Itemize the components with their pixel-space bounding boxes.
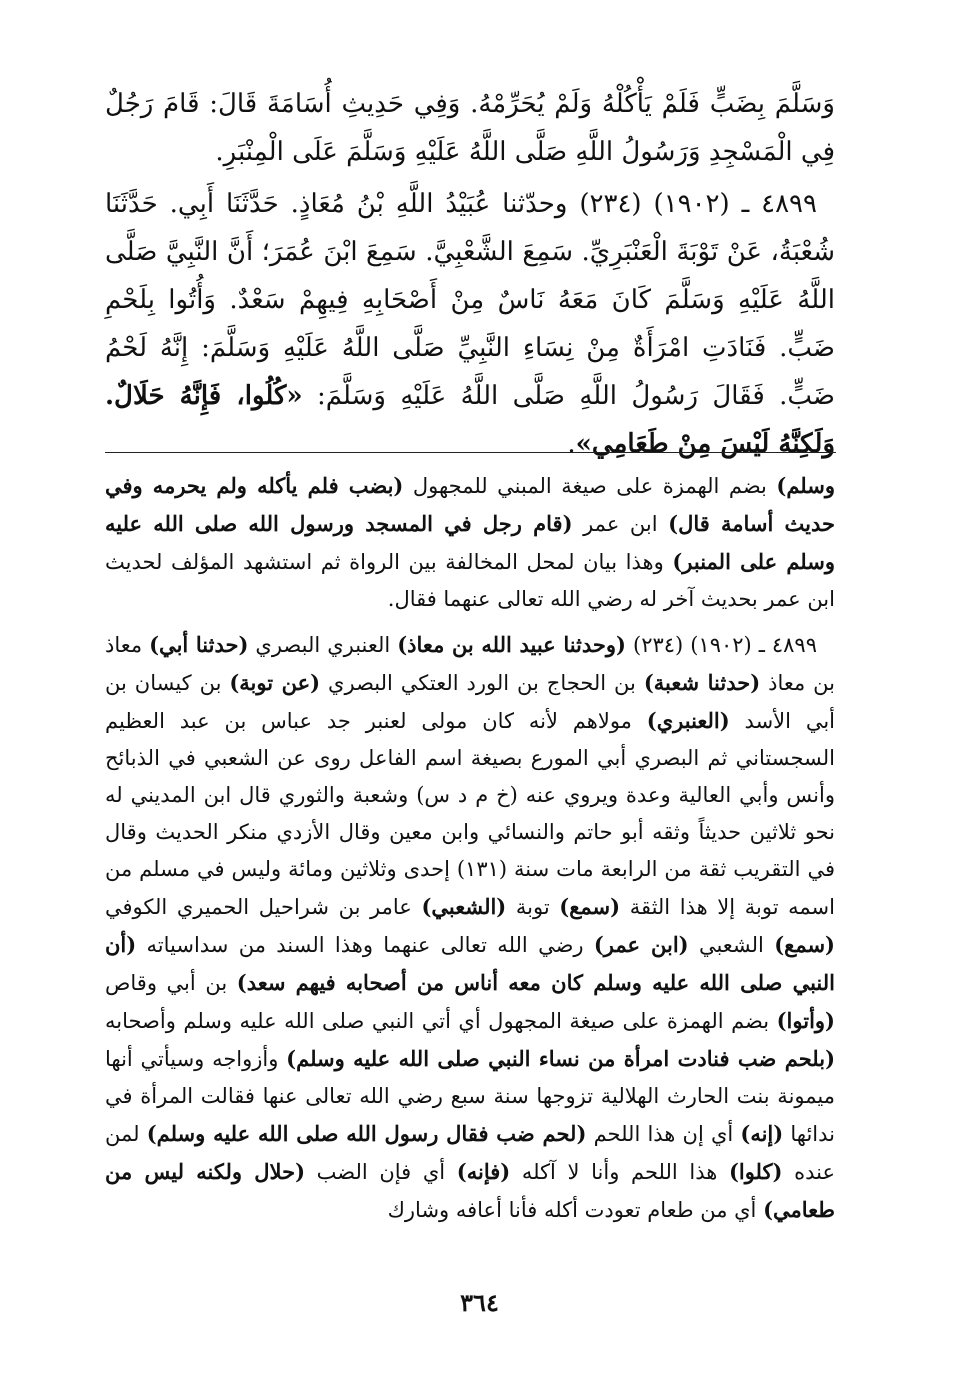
commentary-text-segment: هذا اللحم وأنا لا آكله <box>510 1160 729 1184</box>
hadith-paragraph-1: وَسَلَّمَ بِضَبٍّ فَلَمْ يَأْكُلْهُ وَلَمْ يُحَرِّمْهُ. وَفِي حَدِيثِ أُسَامَةَ قَالَ: قَامَ رَجُلٌ فِي الْمَسْجِدِ وَرَسُولُ اللَّهِ صَلَّى اللَّهُ عَلَيْهِ وَسَلَّمَ عَلَى الْمِنْبَرِ. <box>105 89 835 167</box>
commentary-bold-segment: (قام رجل في المسجد ورسول الله صلى الله عليه وسلم على المنبر) <box>105 511 835 574</box>
commentary-bold-segment: (عن توبة) <box>229 670 321 695</box>
commentary-text-segment: الشعبي <box>688 933 775 957</box>
commentary-text-segment: معاذ بن معاذ <box>105 633 836 695</box>
commentary-bold-segment: (سمع) <box>559 894 621 919</box>
commentary-text-segment: لمن عنده <box>105 1122 835 1184</box>
commentary-text-segment: عامر بن شراحيل الحميري الكوفي <box>105 895 422 919</box>
commentary-text-segment: بضم الهمزة على صيغة المبني للمجهول <box>403 474 777 498</box>
commentary-bold-segment: (إنه) <box>740 1121 784 1146</box>
commentary-bold-segment: (بلحم ضب فنادت امرأة من نساء النبي صلى الله عليه وسلم) <box>286 1046 836 1071</box>
commentary-bold-segment: (فإنه) <box>456 1159 511 1184</box>
commentary-bold-segment: (لحم ضب فقال رسول الله صلى الله عليه وسلم) <box>146 1121 587 1146</box>
commentary-text-segment: وهذا بيان لمحل المخالفة بين الرواة ثم استشهد المؤلف لحديث ابن عمر بحديث آخر له رضي الله تعالى عنهما فقال. <box>105 550 835 611</box>
footnote-divider <box>105 452 836 453</box>
commentary-text-segment: رضي الله تعالى عنهما وهذا السند من سداسياته <box>136 933 594 957</box>
commentary-text-segment: بن كيسان بن أبي الأسد <box>105 671 835 733</box>
commentary-bold-segment: (وأتوا) <box>776 1008 835 1033</box>
hadith-text-segment: ٤٨٩٩ ـ (١٩٠٢) (٢٣٤) وحدّثنا عُبَيْدُ اللَّهِ بْنُ مُعَاذٍ. حَدَّثَنَا أَبِي. حَدَّثَنَا شُعْبَةُ، عَنْ تَوْبَةَ الْعَنْبَرِيِّ. سَمِعَ الشَّعْبِيَّ. سَمِعَ ابْنَ عُمَرَ؛ أَنَّ النَّبِيَّ صَلَّى اللَّهُ عَلَيْهِ وَسَلَّمَ كَانَ مَعَهُ نَاسٌ مِنْ أَصْحَابِهِ فِيهِمْ سَعْدٌ. وَأُتُوا بِلَحْمِ ضَبٍّ. فَنَادَتِ امْرَأَةٌ مِنْ نِسَاءِ النَّبِيِّ صَلَّى اللَّهُ عَلَيْهِ وَسَلَّمَ: إِنَّهُ لَحْمُ ضَبٍّ. فَقَالَ رَسُولُ اللَّهِ صَلَّى اللَّهُ عَلَيْهِ وَسَلَّمَ: <box>105 189 835 411</box>
commentary-paragraph-1 <box>105 467 835 618</box>
commentary-bold-segment: (الشعبي) <box>421 894 507 919</box>
page-number: ٣٦٤ <box>460 1288 499 1317</box>
commentary-bold-segment: (كلوا) <box>728 1159 783 1184</box>
commentary-bold-segment: (سمع) <box>774 932 835 957</box>
commentary-bold-segment: (حدثنا شعبة) <box>643 670 761 695</box>
hadith-text-segment: . <box>567 429 576 459</box>
commentary-text-segment: أي فإن الضب <box>305 1160 457 1184</box>
commentary-text-segment: مولاهم لأنه كان مولى لعنبر جد عباس بن عبد العظيم السجستاني ثم البصري أبي المورع بصيغة اسم الفاعل روى عن الشعبي في الذبائح وأنس وأبي العالية وعدة ويروي عنه (خ م د س) وشعبة والثوري قال ابن المديني له نحو ثلاثين حديثاً وثقه أبو حاتم والنسائي وابن معين وقال الأزدي منكر الحديث وقال في التقريب ثقة من الرابعة مات سنة (١٣١) إحدى وثلاثين ومائة وليس في مسلم من اسمه توبة إلا هذا الثقة <box>105 709 835 919</box>
commentary-bold-segment: (حلال ولكنه ليس من طعامي) <box>105 1159 835 1222</box>
commentary-bold-segment: وسلم) <box>776 473 835 498</box>
commentary-text-segment: وأزواجه وسيأتي أنها ميمونة بنت الحارث الهلالية تزوجها سنة سبع رضي الله تعالى عنها فقالت المرأة في ندائها <box>105 1047 835 1146</box>
commentary-bold-segment: (أن النبي صلى الله عليه وسلم كان معه أناس من أصحابه فيهم سعد) <box>105 932 835 995</box>
commentary-bold-segment: (حدثنا أبي) <box>149 632 249 657</box>
commentary-text-segment: ٤٨٩٩ ـ (١٩٠٢) (٢٣٤) <box>626 633 817 657</box>
commentary-text-segment: أي من طعام تعودت أكله فأنا أعافه وشارك <box>387 1198 764 1222</box>
commentary-text-segment: بضم الهمزة على صيغة المجهول أي أتي النبي صلى الله عليه وسلم وأصحابه <box>105 1009 777 1033</box>
commentary <box>105 467 835 1237</box>
commentary-text-segment: بن الحجاج بن الورد العتكي البصري <box>320 671 644 695</box>
commentary-bold-segment: (بضب فلم يأكله ولم يحرمه وفي حديث أسامة قال) <box>105 473 836 536</box>
commentary-text-segment: بن أبي وقاص <box>105 971 237 995</box>
commentary-text-segment: العنبري البصري <box>248 633 398 657</box>
commentary-text-segment: توبة <box>506 895 560 919</box>
commentary-text-segment: أي إن هذا اللحم <box>586 1122 741 1146</box>
hadith-paragraph-2 <box>105 180 835 468</box>
commentary-text-segment: ابن عمر <box>572 512 669 536</box>
commentary-bold-segment: (ابن عمر) <box>593 932 689 957</box>
commentary-paragraph-2 <box>105 626 835 1229</box>
hadith-quote: «كُلُوا، فَإِنَّهُ حَلَالٌ. وَلَكِنَّهُ لَيْسَ مِنْ طَعَامِي» <box>105 381 835 459</box>
commentary-bold-segment: (العنبري) <box>646 708 730 733</box>
hadith-text <box>105 80 835 472</box>
commentary-bold-segment: (وحدثنا عبيد الله بن معاذ) <box>397 632 626 657</box>
